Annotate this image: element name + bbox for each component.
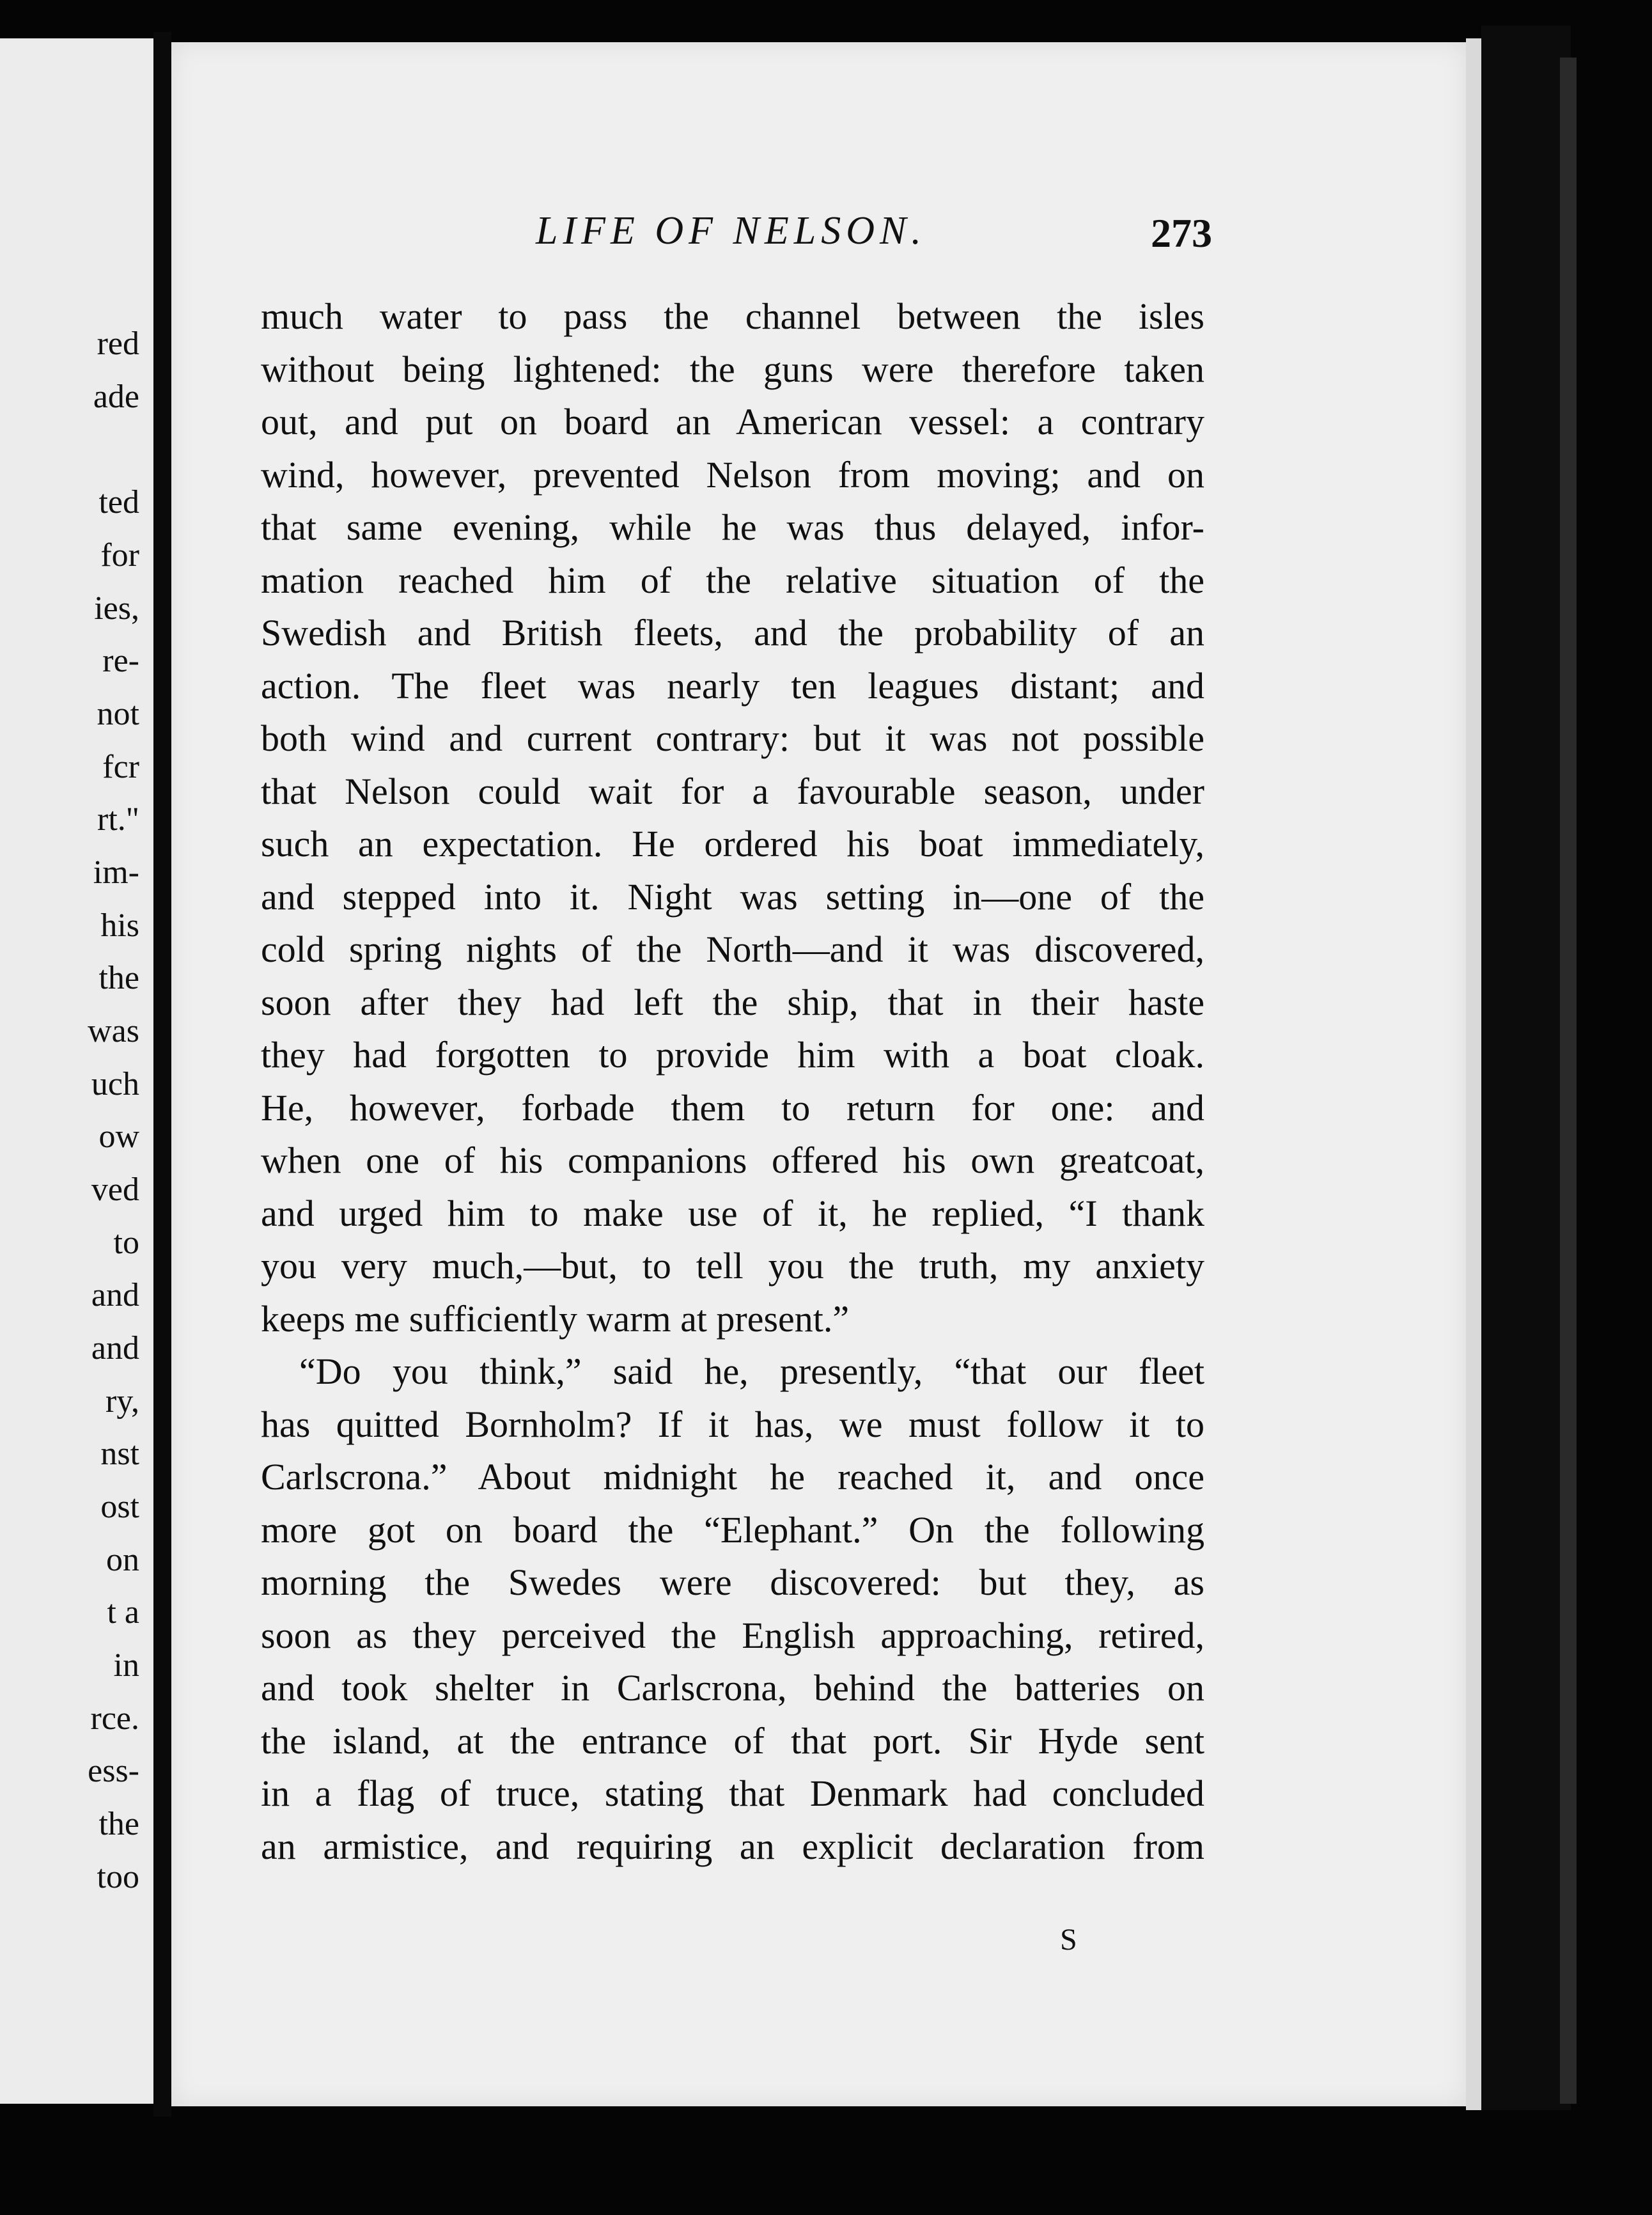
facing-page-text: fcr	[102, 749, 139, 785]
facing-page-text: not	[97, 696, 139, 732]
text-line: action. The fleet was nearly ten leagues distant; and	[261, 664, 1204, 707]
text-line: the island, at the entrance of that port. Sir Hyde sent	[261, 1719, 1204, 1762]
facing-page-text: red	[97, 325, 139, 362]
facing-page-text: ade	[93, 379, 139, 415]
book-gutter	[153, 32, 171, 2117]
facing-page-text: re-	[102, 643, 139, 679]
scan-border	[1481, 26, 1571, 2110]
facing-page-text: was	[88, 1013, 139, 1049]
facing-page-text: rt."	[97, 801, 139, 838]
facing-page-text: his	[100, 907, 139, 944]
text-line: keeps me sufficiently warm at present.”	[261, 1297, 850, 1340]
text-line: and stepped into it. Night was setting in—one of the	[261, 875, 1204, 918]
book-page	[171, 42, 1466, 2106]
text-line: soon as they perceived the English approaching, retired,	[261, 1614, 1204, 1656]
body-text	[261, 290, 1204, 1873]
facing-page-text: in	[113, 1647, 139, 1684]
text-line: mation reached him of the relative situation of the	[261, 559, 1204, 601]
page-header	[171, 208, 1466, 266]
text-line: when one of his companions offered his own greatcoat,	[261, 1139, 1204, 1181]
page-edge	[1466, 38, 1481, 2110]
text-line: He, however, forbade them to return for one: and	[261, 1086, 1204, 1129]
text-line: you very much,—but, to tell you the truth, my anxiety	[261, 1245, 1204, 1287]
text-line: soon after they had left the ship, that in their haste	[261, 981, 1204, 1023]
text-line: without being lightened: the guns were therefore taken	[261, 348, 1204, 390]
facing-page-text: ved	[91, 1171, 139, 1208]
facing-page-text: nst	[100, 1436, 139, 1472]
text-line: more got on board the “Elephant.” On the following	[261, 1508, 1204, 1551]
text-line: much water to pass the channel between the isles	[261, 295, 1204, 337]
facing-page-text: and	[91, 1277, 139, 1313]
text-line: and urged him to make use of it, he replied, “I thank	[261, 1192, 1204, 1234]
page-number: 273	[1151, 210, 1212, 256]
facing-page-text: t a	[107, 1594, 139, 1631]
facing-page-text: ies,	[94, 590, 139, 627]
text-line: cold spring nights of the North—and it was discovered,	[261, 928, 1204, 970]
text-line: in a flag of truce, stating that Denmark had concluded	[261, 1773, 1204, 1814]
facing-page-text: ost	[100, 1489, 139, 1525]
facing-page-text: ow	[98, 1118, 139, 1155]
text-line: Swedish and British fleets, and the probability of an	[261, 612, 1204, 654]
book-edge-strip	[1560, 58, 1577, 2104]
facing-page-text: uch	[91, 1066, 139, 1102]
signature-mark: S	[1060, 1923, 1077, 1957]
facing-page-text: to	[113, 1225, 139, 1261]
text-line: wind, however, prevented Nelson from moving; and on	[261, 453, 1204, 496]
facing-page-text: on	[106, 1542, 139, 1578]
text-line: that Nelson could wait for a favourable season, under	[261, 770, 1204, 812]
text-line: Carlscrona.” About midnight he reached it, and once	[261, 1456, 1204, 1498]
facing-page-text: rce.	[90, 1700, 139, 1737]
facing-page-text: and	[91, 1330, 139, 1366]
facing-page-text: im-	[93, 854, 139, 891]
text-line: that same evening, while he was thus delayed, infor-	[261, 506, 1204, 548]
text-line: out, and put on board an American vessel: a contrary	[261, 401, 1204, 442]
text-line: both wind and current contrary: but it was not possible	[261, 717, 1204, 759]
facing-page-fragment	[0, 38, 160, 2104]
facing-page-text: the	[98, 1806, 139, 1842]
text-line: “Do you think,” said he, presently, “that our fleet	[299, 1350, 1204, 1392]
text-line: has quitted Bornholm? If it has, we must follow it to	[261, 1403, 1204, 1445]
facing-page-text: ted	[98, 484, 139, 520]
facing-page-text: ess-	[88, 1753, 139, 1789]
text-line: they had forgotten to provide him with a boat cloak.	[261, 1034, 1204, 1076]
text-line: and took shelter in Carlscrona, behind the batteries on	[261, 1667, 1204, 1709]
text-line: an armistice, and requiring an explicit declaration from	[261, 1825, 1204, 1867]
running-title: LIFE OF NELSON.	[536, 209, 926, 253]
text-line: morning the Swedes were discovered: but they, as	[261, 1561, 1204, 1603]
facing-page-text: the	[98, 960, 139, 996]
facing-page-text: ry,	[105, 1383, 139, 1420]
facing-page-text: for	[100, 537, 139, 574]
text-line: such an expectation. He ordered his boat immediately,	[261, 823, 1204, 865]
facing-page-text: too	[97, 1859, 139, 1895]
